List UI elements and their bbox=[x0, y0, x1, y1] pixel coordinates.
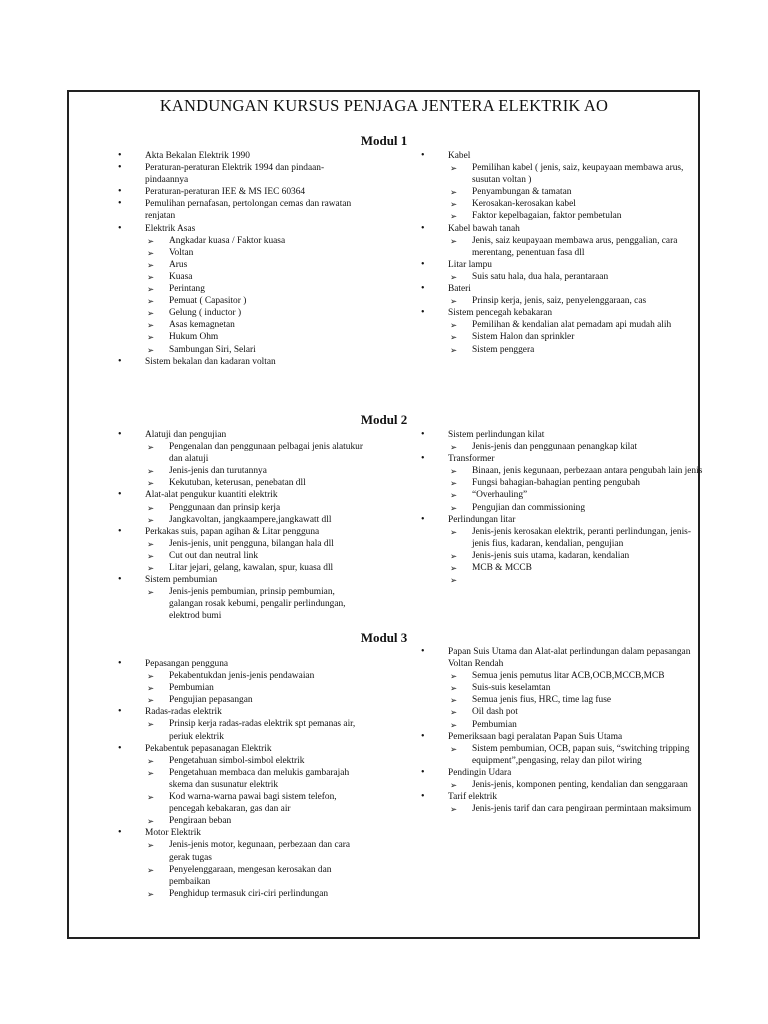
topic-label: Transformer bbox=[448, 454, 495, 465]
topic-label: Sistem bekalan dan kadaran voltan bbox=[145, 356, 276, 367]
subtopic-item: ➢ Perintang bbox=[145, 283, 366, 295]
subtopic-item: ➢ Pembumian bbox=[448, 719, 703, 731]
subtopic-item: ➢ Pemilihan & kendalian alat pemadam api mudah alih bbox=[448, 319, 703, 331]
topic-label: Papan Suis Utama dan Alat-alat perlindungan dalam pepasangan Voltan Rendah bbox=[448, 647, 691, 670]
subtopic-item: ➢ Pengenalan dan penggunaan pelbagai jenis alatukur dan alatuji bbox=[145, 441, 366, 465]
topic-label: Bateri bbox=[448, 284, 471, 295]
topic-item bbox=[118, 356, 366, 368]
subtopic-item: ➢ Jenis-jenis, unit pengguna, bilangan hala dll bbox=[145, 538, 366, 550]
subtopic-list bbox=[145, 441, 366, 489]
topic-label: Elektrik Asas bbox=[145, 223, 196, 234]
topic-label: Litar lampu bbox=[448, 259, 492, 270]
subtopic-list bbox=[145, 755, 366, 828]
topic-item bbox=[421, 767, 703, 791]
topic-item bbox=[421, 791, 703, 815]
topic-item bbox=[421, 429, 703, 453]
topic-label: Perkakas suis, papan agihan & Litar pengguna bbox=[145, 526, 320, 537]
module-2-heading: Modul 2 bbox=[360, 412, 408, 427]
topic-item bbox=[118, 186, 366, 198]
module-3-left-column bbox=[118, 658, 366, 900]
subtopic-item: ➢ Jenis-jenis motor, kegunaan, perbezaan dan cara gerak tugas bbox=[145, 839, 366, 863]
topic-item bbox=[421, 150, 703, 223]
subtopic-list bbox=[448, 162, 703, 222]
subtopic-list bbox=[448, 441, 703, 453]
topic-label: Alat-alat pengukur kuantiti elektrik bbox=[145, 490, 278, 501]
subtopic-item: ➢ Suis satu hala, dua hala, perantaraan bbox=[448, 271, 703, 283]
subtopic-item: ➢ Penyelenggaraan, mengesan kerosakan dan pembaikan bbox=[145, 864, 366, 888]
topic-item bbox=[118, 706, 366, 742]
topic-item bbox=[118, 658, 366, 706]
subtopic-item: ➢ Penggunaan dan prinsip kerja bbox=[145, 502, 366, 514]
subtopic-item: ➢ Voltan bbox=[145, 247, 366, 259]
topic-item bbox=[421, 283, 703, 307]
subtopic-item: ➢ Pembumian bbox=[145, 682, 366, 694]
subtopic-item: ➢ Prinsip kerja, jenis, saiz, penyelenggaraan, cas bbox=[448, 295, 703, 307]
topic-label: Peraturan-peraturan IEE & MS IEC 60364 bbox=[145, 187, 306, 198]
subtopic-list bbox=[448, 465, 703, 513]
subtopic-list bbox=[448, 743, 703, 767]
topic-label: Pendingin Udara bbox=[448, 767, 512, 778]
subtopic-item: ➢ Cut out dan neutral link bbox=[145, 550, 366, 562]
topic-label: Motor Elektrik bbox=[145, 828, 201, 839]
subtopic-item: ➢ Kuasa bbox=[145, 271, 366, 283]
topic-list bbox=[421, 646, 703, 815]
subtopic-item: ➢ Kod warna-warna pawai bagi sistem telefon, pencegah kebakaran, gas dan air bbox=[145, 791, 366, 815]
subtopic-item: ➢ Sistem penggera bbox=[448, 344, 703, 356]
subtopic-item: ➢ MCB & MCCB bbox=[448, 562, 703, 574]
topic-item bbox=[118, 574, 366, 622]
topic-item bbox=[118, 489, 366, 525]
topic-list bbox=[421, 150, 703, 356]
topic-label: Sistem pembumian bbox=[145, 575, 218, 586]
subtopic-list bbox=[145, 235, 366, 356]
subtopic-item: ➢ Sambungan Siri, Selari bbox=[145, 344, 366, 356]
subtopic-list bbox=[448, 779, 703, 791]
subtopic-item: ➢ Asas kemagnetan bbox=[145, 319, 366, 331]
subtopic-list bbox=[448, 295, 703, 307]
subtopic-item: ➢ Jenis-jenis dan turutannya bbox=[145, 465, 366, 477]
subtopic-item: ➢ Arus bbox=[145, 259, 366, 271]
topic-label: Pemulihan pernafasan, pertolongan cemas dan rawatan renjatan bbox=[145, 199, 352, 222]
topic-item bbox=[421, 259, 703, 283]
subtopic-list bbox=[145, 538, 366, 574]
topic-item bbox=[118, 150, 366, 162]
subtopic-item: ➢ Oil dash pot bbox=[448, 706, 703, 718]
module-3-heading: Modul 3 bbox=[360, 630, 408, 645]
subtopic-list bbox=[448, 803, 703, 815]
subtopic-list bbox=[448, 319, 703, 355]
subtopic-item: ➢ Semua jenis fius, HRC, time lag fuse bbox=[448, 694, 703, 706]
subtopic-item: ➢ Kerosakan-kerosakan kabel bbox=[448, 198, 703, 210]
topic-item bbox=[118, 223, 366, 356]
topic-label: Alatuji dan pengujian bbox=[145, 430, 227, 440]
subtopic-item: ➢ Pengujian pepasangan bbox=[145, 694, 366, 706]
module-1-heading: Modul 1 bbox=[360, 133, 408, 148]
topic-list bbox=[118, 150, 366, 368]
subtopic-item: ➢ Litar jejari, gelang, kawalan, spur, kuasa dll bbox=[145, 562, 366, 574]
subtopic-item: ➢ Pemuat ( Capasitor ) bbox=[145, 295, 366, 307]
subtopic-item: ➢ Prinsip kerja radas-radas elektrik spt pemanas air, periuk elektrik bbox=[145, 718, 366, 742]
topic-label: Akta Bekalan Elektrik 1990 bbox=[145, 151, 250, 161]
subtopic-item: ➢ Binaan, jenis kegunaan, perbezaan antara pengubah lain jenis bbox=[448, 465, 703, 477]
subtopic-item: ➢ Pekabentukdan jenis-jenis pendawaian bbox=[145, 670, 366, 682]
subtopic-item: ➢ Jenis-jenis dan penggunaan penangkap kilat bbox=[448, 441, 703, 453]
subtopic-item: ➢ Jenis-jenis pembumian, prinsip pembumian, galangan rosak kebumi, pengalir perlindungan, elektrod bumi bbox=[145, 586, 366, 622]
subtopic-list bbox=[448, 271, 703, 283]
topic-label: Pekabentuk pepasanagan Elektrik bbox=[145, 743, 272, 754]
topic-label: Kabel bbox=[448, 151, 471, 161]
subtopic-list bbox=[145, 718, 366, 742]
topic-label: Sistem perlindungan kilat bbox=[448, 430, 545, 440]
topic-item bbox=[421, 646, 703, 731]
subtopic-item: ➢ Kekutuban, keterusan, penebatan dll bbox=[145, 477, 366, 489]
topic-item bbox=[118, 743, 366, 828]
topic-item bbox=[118, 198, 366, 222]
subtopic-item: ➢ Faktor kepelbagaian, faktor pembetulan bbox=[448, 210, 703, 222]
subtopic-list bbox=[145, 670, 366, 706]
page-title: KANDUNGAN KURSUS PENJAGA JENTERA ELEKTRIK AO bbox=[159, 96, 609, 115]
subtopic-item: ➢ Fungsi bahagian-bahagian penting pengubah bbox=[448, 477, 703, 489]
subtopic-item: ➢ Pemilihan kabel ( jenis, saiz, keupayaan membawa arus, susutan voltan ) bbox=[448, 162, 703, 186]
subtopic-item: ➢ Jenis-jenis tarif dan cara pengiraan permintaan maksimum bbox=[448, 803, 703, 815]
topic-item bbox=[421, 731, 703, 767]
module-3-right-column bbox=[421, 646, 703, 815]
subtopic-list bbox=[145, 839, 366, 899]
topic-list bbox=[118, 429, 366, 623]
subtopic-item: ➢ Penyambungan & tamatan bbox=[448, 186, 703, 198]
topic-label: Peraturan-peraturan Elektrik 1994 dan pindaan-pindaannya bbox=[145, 163, 325, 186]
topic-label: Kabel bawah tanah bbox=[448, 223, 520, 234]
subtopic-list bbox=[145, 586, 366, 622]
subtopic-item: ➢ Jenis, saiz keupayaan membawa arus, penggalian, cara merentang, penentuan fasa dll bbox=[448, 235, 703, 259]
topic-label: Tarif elektrik bbox=[448, 792, 498, 803]
subtopic-item: ➢ Jenis-jenis kerosakan elektrik, peranti perlindungan, jenis-jenis fius, kadaran, kendalian, pengujian bbox=[448, 526, 703, 550]
topic-list bbox=[421, 429, 703, 574]
subtopic-list bbox=[145, 502, 366, 526]
subtopic-item: ➢ Angkadar kuasa / Faktor kuasa bbox=[145, 235, 366, 247]
module-1-right-column bbox=[421, 150, 703, 356]
topic-item bbox=[118, 162, 366, 186]
subtopic-list bbox=[448, 235, 703, 259]
topic-item bbox=[421, 307, 703, 355]
topic-label: Pemeriksaan bagi peralatan Papan Suis Utama bbox=[448, 731, 623, 742]
topic-label: Perlindungan litar bbox=[448, 514, 516, 525]
subtopic-list bbox=[448, 526, 703, 574]
module-2-right-column bbox=[421, 429, 703, 574]
subtopic-item: ➢ Hukum Ohm bbox=[145, 331, 366, 343]
topic-label: Radas-radas elektrik bbox=[145, 707, 222, 718]
subtopic-item: ➢ Suis-suis keselamtan bbox=[448, 682, 703, 694]
topic-item bbox=[118, 429, 366, 489]
module-2-left-column bbox=[118, 429, 366, 623]
subtopic-item: ➢ Pengiraan beban bbox=[145, 815, 366, 827]
subtopic-item: ➢ Jenis-jenis suis utama, kadaran, kendalian bbox=[448, 550, 703, 562]
subtopic-item: ➢ Penghidup termasuk ciri-ciri perlindungan bbox=[145, 888, 366, 900]
subtopic-item: ➢ Semua jenis pemutus litar ACB,OCB,MCCB,MCB bbox=[448, 670, 703, 682]
subtopic-item: ➢ Jenis-jenis, komponen penting, kendalian dan senggaraan bbox=[448, 779, 703, 791]
topic-item bbox=[118, 827, 366, 900]
subtopic-item: ➢ Sistem Halon dan sprinkler bbox=[448, 331, 703, 343]
topic-item bbox=[421, 223, 703, 259]
subtopic-item: ➢ Jangkavoltan, jangkaampere,jangkawatt dll bbox=[145, 514, 366, 526]
subtopic-list bbox=[448, 670, 703, 730]
topic-label: Sistem pencegah kebakaran bbox=[448, 308, 553, 319]
subtopic-item: ➢ Pengetahuan membaca dan melukis gambarajah skema dan susunatur elektrik bbox=[145, 767, 366, 791]
topic-list bbox=[118, 658, 366, 900]
subtopic-item: ➢ Gelung ( inductor ) bbox=[145, 307, 366, 319]
topic-item bbox=[421, 453, 703, 513]
subtopic-item: ➢ Pengujian dan commissioning bbox=[448, 502, 703, 514]
subtopic-item: ➢ Sistem pembumian, OCB, papan suis, “switching tripping equipment”,pengasing, relay dan pilot wiring bbox=[448, 743, 703, 767]
subtopic-item: ➢ Pengetahuan simbol-simbol elektrik bbox=[145, 755, 366, 767]
subtopic-item: ➢ “Overhauling” bbox=[448, 489, 703, 501]
topic-item bbox=[118, 526, 366, 574]
topic-label: Pepasangan pengguna bbox=[145, 659, 229, 669]
topic-item bbox=[421, 514, 703, 574]
module-1-left-column bbox=[118, 150, 366, 368]
